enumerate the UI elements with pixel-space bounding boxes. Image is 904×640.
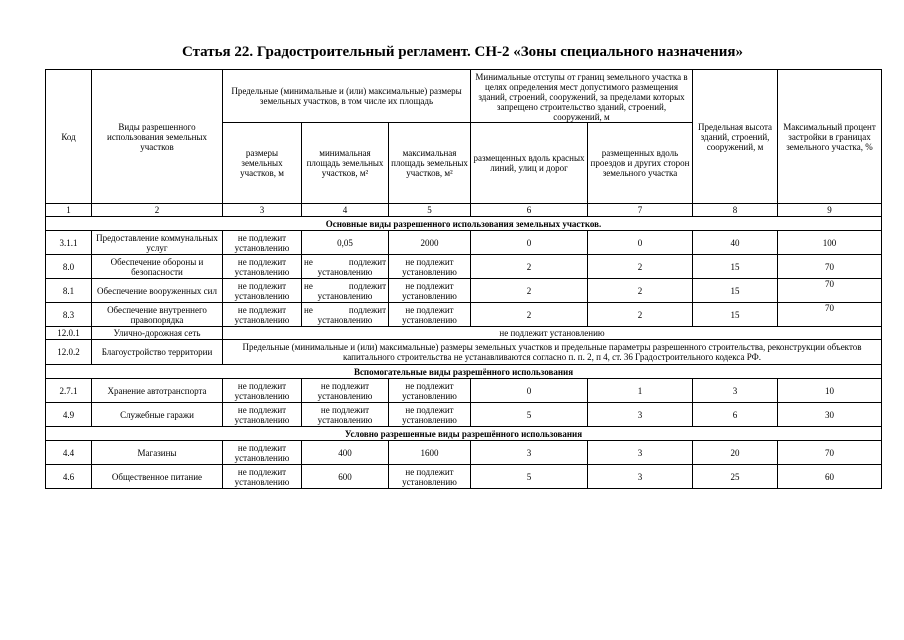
row-height: 3 — [693, 379, 778, 403]
header-max-area: максимальная площадь земельных участков, м² — [389, 123, 471, 204]
col-number: 2 — [92, 204, 223, 217]
row-max-area: 1600 — [389, 441, 471, 465]
row-max-area: 2000 — [389, 231, 471, 255]
table-row — [46, 303, 882, 327]
header-percent: Максимальный процент застройки в границах земельного участка, % — [778, 70, 882, 204]
col-number: 8 — [693, 204, 778, 217]
row-setback-red: 3 — [471, 441, 588, 465]
row-percent: 100 — [778, 231, 882, 255]
row-setback-red: 0 — [471, 379, 588, 403]
row-max-area: не подлежит установлению — [389, 255, 471, 279]
row-min-area: не подлежит установлению — [302, 303, 389, 327]
row-code: 3.1.1 — [46, 231, 92, 255]
row-height: 20 — [693, 441, 778, 465]
row-span-note: Предельные (минимальные и (или) максимальные) размеры земельных участков и предельные параметры разрешенного строительства, реконструкции объектов капитального строительства не устанавливаются согласно п. п. 2, п 4, ст. 36 Градостроительного кодекса РФ. — [223, 340, 882, 365]
row-name: Служебные гаражи — [92, 403, 223, 427]
row-setback-red: 2 — [471, 255, 588, 279]
col-number: 5 — [389, 204, 471, 217]
table-row — [46, 327, 882, 340]
row-setback-other: 2 — [588, 255, 693, 279]
row-name: Улично-дорожная сеть — [92, 327, 223, 340]
row-min-area: 600 — [302, 465, 389, 489]
table-row — [46, 231, 882, 255]
row-code: 2.7.1 — [46, 379, 92, 403]
header-code: Код — [46, 70, 92, 204]
table-row — [46, 403, 882, 427]
row-span-note: не подлежит установлению — [223, 327, 882, 340]
row-percent: 70 — [778, 255, 882, 279]
row-percent: 70 — [778, 279, 882, 303]
regulation-table — [45, 69, 882, 489]
row-size: не подлежит установлению — [223, 279, 302, 303]
row-height: 15 — [693, 303, 778, 327]
row-min-area: не подлежит установлению — [302, 255, 389, 279]
section-main: Основные виды разрешенного использования земельных участков. — [46, 217, 882, 231]
row-setback-other: 3 — [588, 465, 693, 489]
row-setback-other: 3 — [588, 441, 693, 465]
document-title: Статья 22. Градостроительный регламент. СН-2 «Зоны специального назначения» — [181, 44, 744, 60]
row-height: 15 — [693, 279, 778, 303]
table-row — [46, 379, 882, 403]
row-setback-other: 3 — [588, 403, 693, 427]
row-code: 4.9 — [46, 403, 92, 427]
row-size: не подлежит установлению — [223, 441, 302, 465]
row-max-area: не подлежит установлению — [389, 379, 471, 403]
table-row — [46, 465, 882, 489]
row-setback-other: 1 — [588, 379, 693, 403]
header-min-area: минимальная площадь земельных участков, м² — [302, 123, 389, 204]
col-number: 3 — [223, 204, 302, 217]
header-use: Виды разрешенного использования земельных участков — [92, 70, 223, 204]
header-setback-group: Минимальные отступы от границ земельного участка в целях определения мест допустимого размещения зданий, строений, сооружений, за пределами которых запрещено строительство зданий, строений, сооружений, м — [471, 70, 693, 123]
row-setback-red: 0 — [471, 231, 588, 255]
row-code: 4.4 — [46, 441, 92, 465]
row-max-area: не подлежит установлению — [389, 303, 471, 327]
row-max-area: не подлежит установлению — [389, 279, 471, 303]
row-code: 8.3 — [46, 303, 92, 327]
row-size: не подлежит установлению — [223, 465, 302, 489]
row-name: Обеспечение обороны и безопасности — [92, 255, 223, 279]
row-size: не подлежит установлению — [223, 231, 302, 255]
row-size: не подлежит установлению — [223, 403, 302, 427]
row-height: 40 — [693, 231, 778, 255]
row-height: 25 — [693, 465, 778, 489]
row-name: Хранение автотранспорта — [92, 379, 223, 403]
row-setback-red: 2 — [471, 279, 588, 303]
header-height: Предельная высота зданий, строений, сооружений, м — [693, 70, 778, 204]
table-row — [46, 441, 882, 465]
row-min-area: не подлежит установлению — [302, 379, 389, 403]
row-percent: 30 — [778, 403, 882, 427]
row-percent: 10 — [778, 379, 882, 403]
row-code: 12.0.2 — [46, 340, 92, 365]
row-setback-other: 2 — [588, 303, 693, 327]
row-percent: 60 — [778, 465, 882, 489]
table-row — [46, 279, 882, 303]
row-name: Магазины — [92, 441, 223, 465]
row-height: 6 — [693, 403, 778, 427]
row-setback-red: 5 — [471, 403, 588, 427]
row-max-area: не подлежит установлению — [389, 465, 471, 489]
row-min-area: не подлежит установлению — [302, 403, 389, 427]
row-code: 12.0.1 — [46, 327, 92, 340]
row-code: 4.6 — [46, 465, 92, 489]
row-min-area: 400 — [302, 441, 389, 465]
row-setback-other: 0 — [588, 231, 693, 255]
row-name: Предоставление коммунальных услуг — [92, 231, 223, 255]
section-conditional: Условно разрешенные виды разрешённого использования — [46, 427, 882, 441]
col-number: 6 — [471, 204, 588, 217]
col-number: 9 — [778, 204, 882, 217]
section-aux: Вспомогательные виды разрешённого использования — [46, 365, 882, 379]
row-setback-other: 2 — [588, 279, 693, 303]
row-min-area: 0,05 — [302, 231, 389, 255]
row-name: Благоустройство территории — [92, 340, 223, 365]
table-row — [46, 340, 882, 365]
table-row — [46, 255, 882, 279]
row-percent: 70 — [778, 303, 882, 327]
row-name: Общественное питание — [92, 465, 223, 489]
header-size: размеры земельных участков, м — [223, 123, 302, 204]
header-limits-group: Предельные (минимальные и (или) максимальные) размеры земельных участков, в том числе их площадь — [223, 70, 471, 123]
col-number: 1 — [46, 204, 92, 217]
col-number: 4 — [302, 204, 389, 217]
row-min-area: не подлежит установлению — [302, 279, 389, 303]
row-size: не подлежит установлению — [223, 379, 302, 403]
row-size: не подлежит установлению — [223, 303, 302, 327]
row-size: не подлежит установлению — [223, 255, 302, 279]
row-code: 8.0 — [46, 255, 92, 279]
header-setback-red: размещенных вдоль красных линий, улиц и дорог — [471, 123, 588, 204]
row-name: Обеспечение внутреннего правопорядка — [92, 303, 223, 327]
row-code: 8.1 — [46, 279, 92, 303]
row-max-area: не подлежит установлению — [389, 403, 471, 427]
col-number: 7 — [588, 204, 693, 217]
row-name: Обеспечение вооруженных сил — [92, 279, 223, 303]
row-setback-red: 2 — [471, 303, 588, 327]
row-percent: 70 — [778, 441, 882, 465]
row-height: 15 — [693, 255, 778, 279]
header-setback-other: размещенных вдоль проездов и других сторон земельного участка — [588, 123, 693, 204]
row-setback-red: 5 — [471, 465, 588, 489]
